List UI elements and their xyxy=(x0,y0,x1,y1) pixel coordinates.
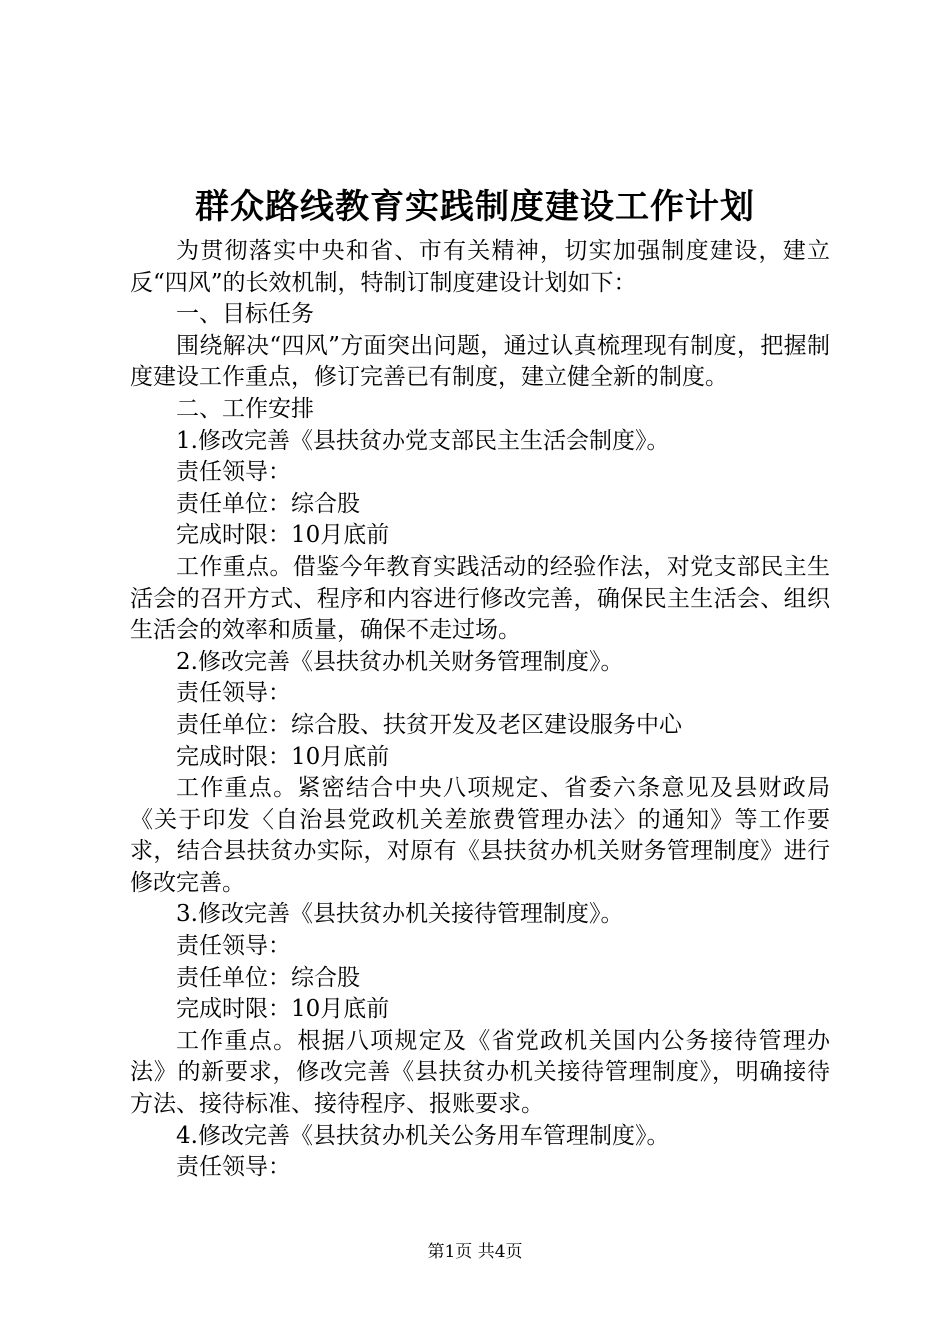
item-4-leader: 责任领导： xyxy=(176,1154,291,1181)
item-1-deadline: 完成时限：10月底前 xyxy=(176,522,390,549)
item-2-deadline: 完成时限：10月底前 xyxy=(176,743,390,770)
item-1-unit: 责任单位：综合股 xyxy=(176,490,360,517)
item-3-focus: 工作重点。根据八项规定及《省党政机关国内公务接待管理办法》的新要求，修改完善《县扶贫办机关接待管理制度》，明确接待方法、接待标准、接待程序、报账要求。 xyxy=(130,1027,830,1118)
item-3-unit: 责任单位：综合股 xyxy=(176,964,360,991)
item-4-title: 4.修改完善《县扶贫办机关公务用车管理制度》。 xyxy=(176,1122,670,1149)
item-2-unit: 责任单位：综合股、扶贫开发及老区建设服务中心 xyxy=(176,711,682,738)
document-body xyxy=(130,236,830,1184)
section-heading-arrangements: 二、工作安排 xyxy=(176,395,314,422)
item-2-leader: 责任领导： xyxy=(176,680,291,707)
item-3-leader: 责任领导： xyxy=(176,933,291,960)
paragraph-goals: 围绕解决“四风”方面突出问题，通过认真梳理现有制度，把握制度建设工作重点，修订完善已有制度，建立健全新的制度。 xyxy=(130,332,830,391)
section-heading-goals: 一、目标任务 xyxy=(176,301,314,328)
item-2-title: 2.修改完善《县扶贫办机关财务管理制度》。 xyxy=(176,648,624,675)
page-number-footer: 第1页 共4页 xyxy=(427,1242,523,1262)
item-1-focus: 工作重点。借鉴今年教育实践活动的经验作法，对党支部民主生活会的召开方式、程序和内容进行修改完善，确保民主生活会、组织生活会的效率和质量，确保不走过场。 xyxy=(130,553,830,644)
item-3-title: 3.修改完善《县扶贫办机关接待管理制度》。 xyxy=(176,901,624,928)
paragraph-intro: 为贯彻落实中央和省、市有关精神，切实加强制度建设，建立反“四风”的长效机制，特制订制度建设计划如下： xyxy=(130,238,830,296)
document-title: 群众路线教育实践制度建设工作计划 xyxy=(195,187,755,227)
item-1-leader: 责任领导： xyxy=(176,459,291,486)
item-3-deadline: 完成时限：10月底前 xyxy=(176,996,390,1023)
item-2-focus: 工作重点。紧密结合中央八项规定、省委六条意见及县财政局《关于印发〈自治县党政机关差旅费管理办法〉的通知》等工作要求，结合县扶贫办实际，对原有《县扶贫办机关财务管理制度》进行修改完善。 xyxy=(130,775,830,896)
item-1-title: 1.修改完善《县扶贫办党支部民主生活会制度》。 xyxy=(176,427,670,454)
